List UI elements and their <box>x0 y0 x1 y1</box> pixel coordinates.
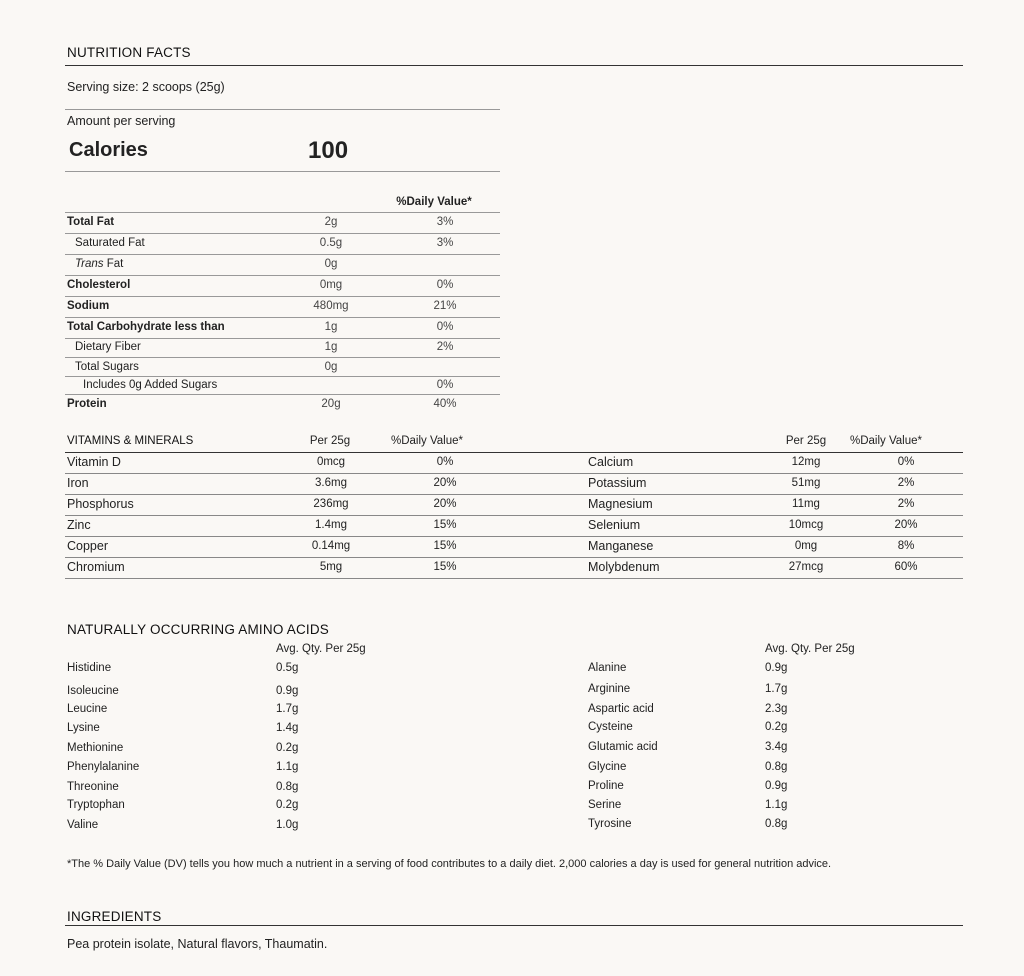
per-25g-header-right: Per 25g <box>785 435 827 447</box>
nutrient-amount: 0g <box>324 258 338 270</box>
calories-label: Calories <box>69 139 148 161</box>
divider <box>65 925 963 926</box>
serving-size: Serving size: 2 scoops (25g) <box>67 80 225 94</box>
avg-qty-header: Avg. Qty. Per 25g <box>276 643 366 655</box>
mineral-daily-value: 0% <box>897 456 915 468</box>
vitamin-name: Chromium <box>67 560 125 574</box>
mineral-amount: 0mg <box>794 540 818 552</box>
nutrient-name: Total Carbohydrate less than <box>67 321 225 333</box>
amino-acid-name: Histidine <box>67 662 112 674</box>
mineral-daily-value: 8% <box>897 540 915 552</box>
amino-acid-qty: 0.2g <box>765 721 788 733</box>
nutrient-daily-value: 2% <box>436 341 454 353</box>
amino-acid-name: Isoleucine <box>67 685 119 697</box>
mineral-amount: 51mg <box>791 477 821 489</box>
calories-value: 100 <box>308 137 349 164</box>
mineral-name: Potassium <box>588 476 647 490</box>
vitamin-amount: 0.14mg <box>311 540 351 552</box>
mineral-amount: 27mcg <box>788 561 824 573</box>
row-divider <box>65 557 963 558</box>
nutrient-name: Protein <box>67 398 107 410</box>
amino-acid-name: Tyrosine <box>588 818 632 830</box>
nutrient-amount: 0g <box>324 361 338 373</box>
vitamin-daily-value: 20% <box>433 498 457 510</box>
amino-acid-name: Glycine <box>588 761 627 773</box>
vitamin-daily-value: 15% <box>433 519 457 531</box>
vitamin-name: Zinc <box>67 518 91 532</box>
vitamin-amount: 0mcg <box>316 456 346 468</box>
amino-acid-qty: 0.5g <box>276 662 299 674</box>
vitamin-daily-value: 20% <box>433 477 457 489</box>
amino-acid-qty: 3.4g <box>765 741 788 753</box>
amino-acid-name: Aspartic acid <box>588 703 654 715</box>
amino-acid-qty: 0.9g <box>276 685 299 697</box>
daily-value-footnote: *The % Daily Value (DV) tells you how much a nutrient in a serving of food contributes to a daily diet. 2,000 calories a day is used for general nutrition advice. <box>67 858 832 870</box>
mineral-daily-value: 2% <box>897 498 915 510</box>
nutrient-amount: 0mg <box>319 279 343 291</box>
row-divider <box>65 357 500 358</box>
amino-acid-qty: 1.4g <box>276 722 299 734</box>
amino-acid-name: Leucine <box>67 703 108 715</box>
amino-acid-name: Cysteine <box>588 721 633 733</box>
row-divider <box>65 394 500 395</box>
mineral-daily-value: 20% <box>894 519 918 531</box>
amino-acid-qty: 0.2g <box>276 742 299 754</box>
nutrient-daily-value: 40% <box>433 398 457 410</box>
nutrient-amount: 1g <box>324 321 338 333</box>
nutrient-name: Includes 0g Added Sugars <box>83 379 218 391</box>
nutrient-amount: 2g <box>324 216 338 228</box>
row-divider <box>65 494 963 495</box>
amino-acid-qty: 0.8g <box>765 818 788 830</box>
row-divider <box>65 338 500 339</box>
amino-acid-qty: 0.8g <box>765 761 788 773</box>
nutrition-facts-title: NUTRITION FACTS <box>67 45 191 60</box>
ingredients-text: Pea protein isolate, Natural flavors, Thaumatin. <box>67 937 328 951</box>
per-25g-header: Per 25g <box>309 435 351 447</box>
amino-acid-name: Phenylalanine <box>67 761 140 773</box>
ingredients-title: INGREDIENTS <box>67 909 162 924</box>
vitamin-name: Iron <box>67 476 89 490</box>
amino-acid-qty: 2.3g <box>765 703 788 715</box>
mineral-amount: 10mcg <box>788 519 824 531</box>
mineral-daily-value: 2% <box>897 477 915 489</box>
vitamin-name: Vitamin D <box>67 455 121 469</box>
row-divider <box>65 233 500 234</box>
mineral-name: Calcium <box>588 455 634 469</box>
nutrient-amount: 20g <box>321 398 341 410</box>
amino-acid-qty: 0.8g <box>276 781 299 793</box>
amino-acid-name: Threonine <box>67 781 119 793</box>
row-divider <box>65 536 963 537</box>
vitamins-title: VITAMINS & MINERALS <box>67 435 194 447</box>
nutrient-amount: 0.5g <box>319 237 343 249</box>
nutrient-daily-value: 3% <box>436 237 454 249</box>
amino-acid-qty: 1.1g <box>276 761 299 773</box>
mineral-name: Manganese <box>588 539 654 553</box>
nutrient-daily-value: 0% <box>436 321 454 333</box>
nutrient-daily-value: 0% <box>436 379 454 391</box>
row-divider <box>65 515 963 516</box>
amino-acid-name: Arginine <box>588 683 631 695</box>
mineral-daily-value: 60% <box>894 561 918 573</box>
amino-acid-name: Methionine <box>67 742 124 754</box>
nutrient-name-wrap <box>75 258 123 270</box>
amino-acid-qty: 1.7g <box>765 683 788 695</box>
mineral-name: Selenium <box>588 518 641 532</box>
amino-acid-name: Alanine <box>588 662 627 674</box>
nutrient-name: Saturated Fat <box>75 237 145 249</box>
amino-acid-name: Proline <box>588 780 624 792</box>
amino-acid-name: Valine <box>67 819 99 831</box>
amino-acid-name: Lysine <box>67 722 100 734</box>
row-divider <box>65 212 500 213</box>
row-divider <box>65 296 500 297</box>
vitamin-amount: 1.4mg <box>315 519 347 531</box>
vitamin-amount: 5mg <box>319 561 343 573</box>
amino-acid-name: Tryptophan <box>67 799 125 811</box>
vitamin-amount: 236mg <box>313 498 349 510</box>
amino-acid-name: Serine <box>588 799 622 811</box>
nutrient-name: Sodium <box>67 300 110 312</box>
amino-acid-qty: 1.0g <box>276 819 299 831</box>
vitamin-daily-value: 15% <box>433 540 457 552</box>
avg-qty-header-right: Avg. Qty. Per 25g <box>765 643 855 655</box>
row-divider <box>65 376 500 377</box>
divider <box>65 452 963 453</box>
divider <box>65 109 500 110</box>
nutrient-amount: 480mg <box>313 300 349 312</box>
amino-acids-title: NATURALLY OCCURRING AMINO ACIDS <box>67 622 329 637</box>
nutrient-daily-value: 0% <box>436 279 454 291</box>
nutrient-name: Dietary Fiber <box>75 341 141 353</box>
nutrient-daily-value: 21% <box>433 300 457 312</box>
nutrient-name: Trans <box>75 258 104 270</box>
amino-acid-qty: 0.9g <box>765 780 788 792</box>
vitamin-daily-value: 15% <box>433 561 457 573</box>
row-divider <box>65 317 500 318</box>
nutrient-name: Total Sugars <box>75 361 139 373</box>
mineral-name: Magnesium <box>588 497 653 511</box>
vitamin-amount: 3.6mg <box>315 477 347 489</box>
daily-value-header-right: %Daily Value* <box>849 435 923 447</box>
vitamin-daily-value: 0% <box>436 456 454 468</box>
divider <box>65 65 963 66</box>
nutrient-amount: 1g <box>324 341 338 353</box>
nutrient-name: Cholesterol <box>67 279 131 291</box>
daily-value-header: %Daily Value* <box>396 196 472 208</box>
daily-value-header: %Daily Value* <box>390 435 464 447</box>
amino-acid-qty: 0.2g <box>276 799 299 811</box>
nutrient-name: Total Fat <box>67 216 115 228</box>
amino-acid-qty: 1.1g <box>765 799 788 811</box>
mineral-amount: 11mg <box>792 498 820 510</box>
mineral-amount: 12mg <box>791 456 821 468</box>
amount-per-serving: Amount per serving <box>67 114 176 128</box>
mineral-name: Molybdenum <box>588 560 660 574</box>
row-divider <box>65 275 500 276</box>
vitamin-name: Phosphorus <box>67 497 134 511</box>
vitamin-name: Copper <box>67 539 108 553</box>
row-divider <box>65 473 963 474</box>
row-divider <box>65 254 500 255</box>
divider <box>65 171 500 172</box>
amino-acid-qty: 0.9g <box>765 662 788 674</box>
nutrient-name-suffix: Fat <box>103 258 124 270</box>
amino-acid-name: Glutamic acid <box>588 741 658 753</box>
row-divider <box>65 578 963 579</box>
nutrient-daily-value: 3% <box>436 216 454 228</box>
amino-acid-qty: 1.7g <box>276 703 299 715</box>
